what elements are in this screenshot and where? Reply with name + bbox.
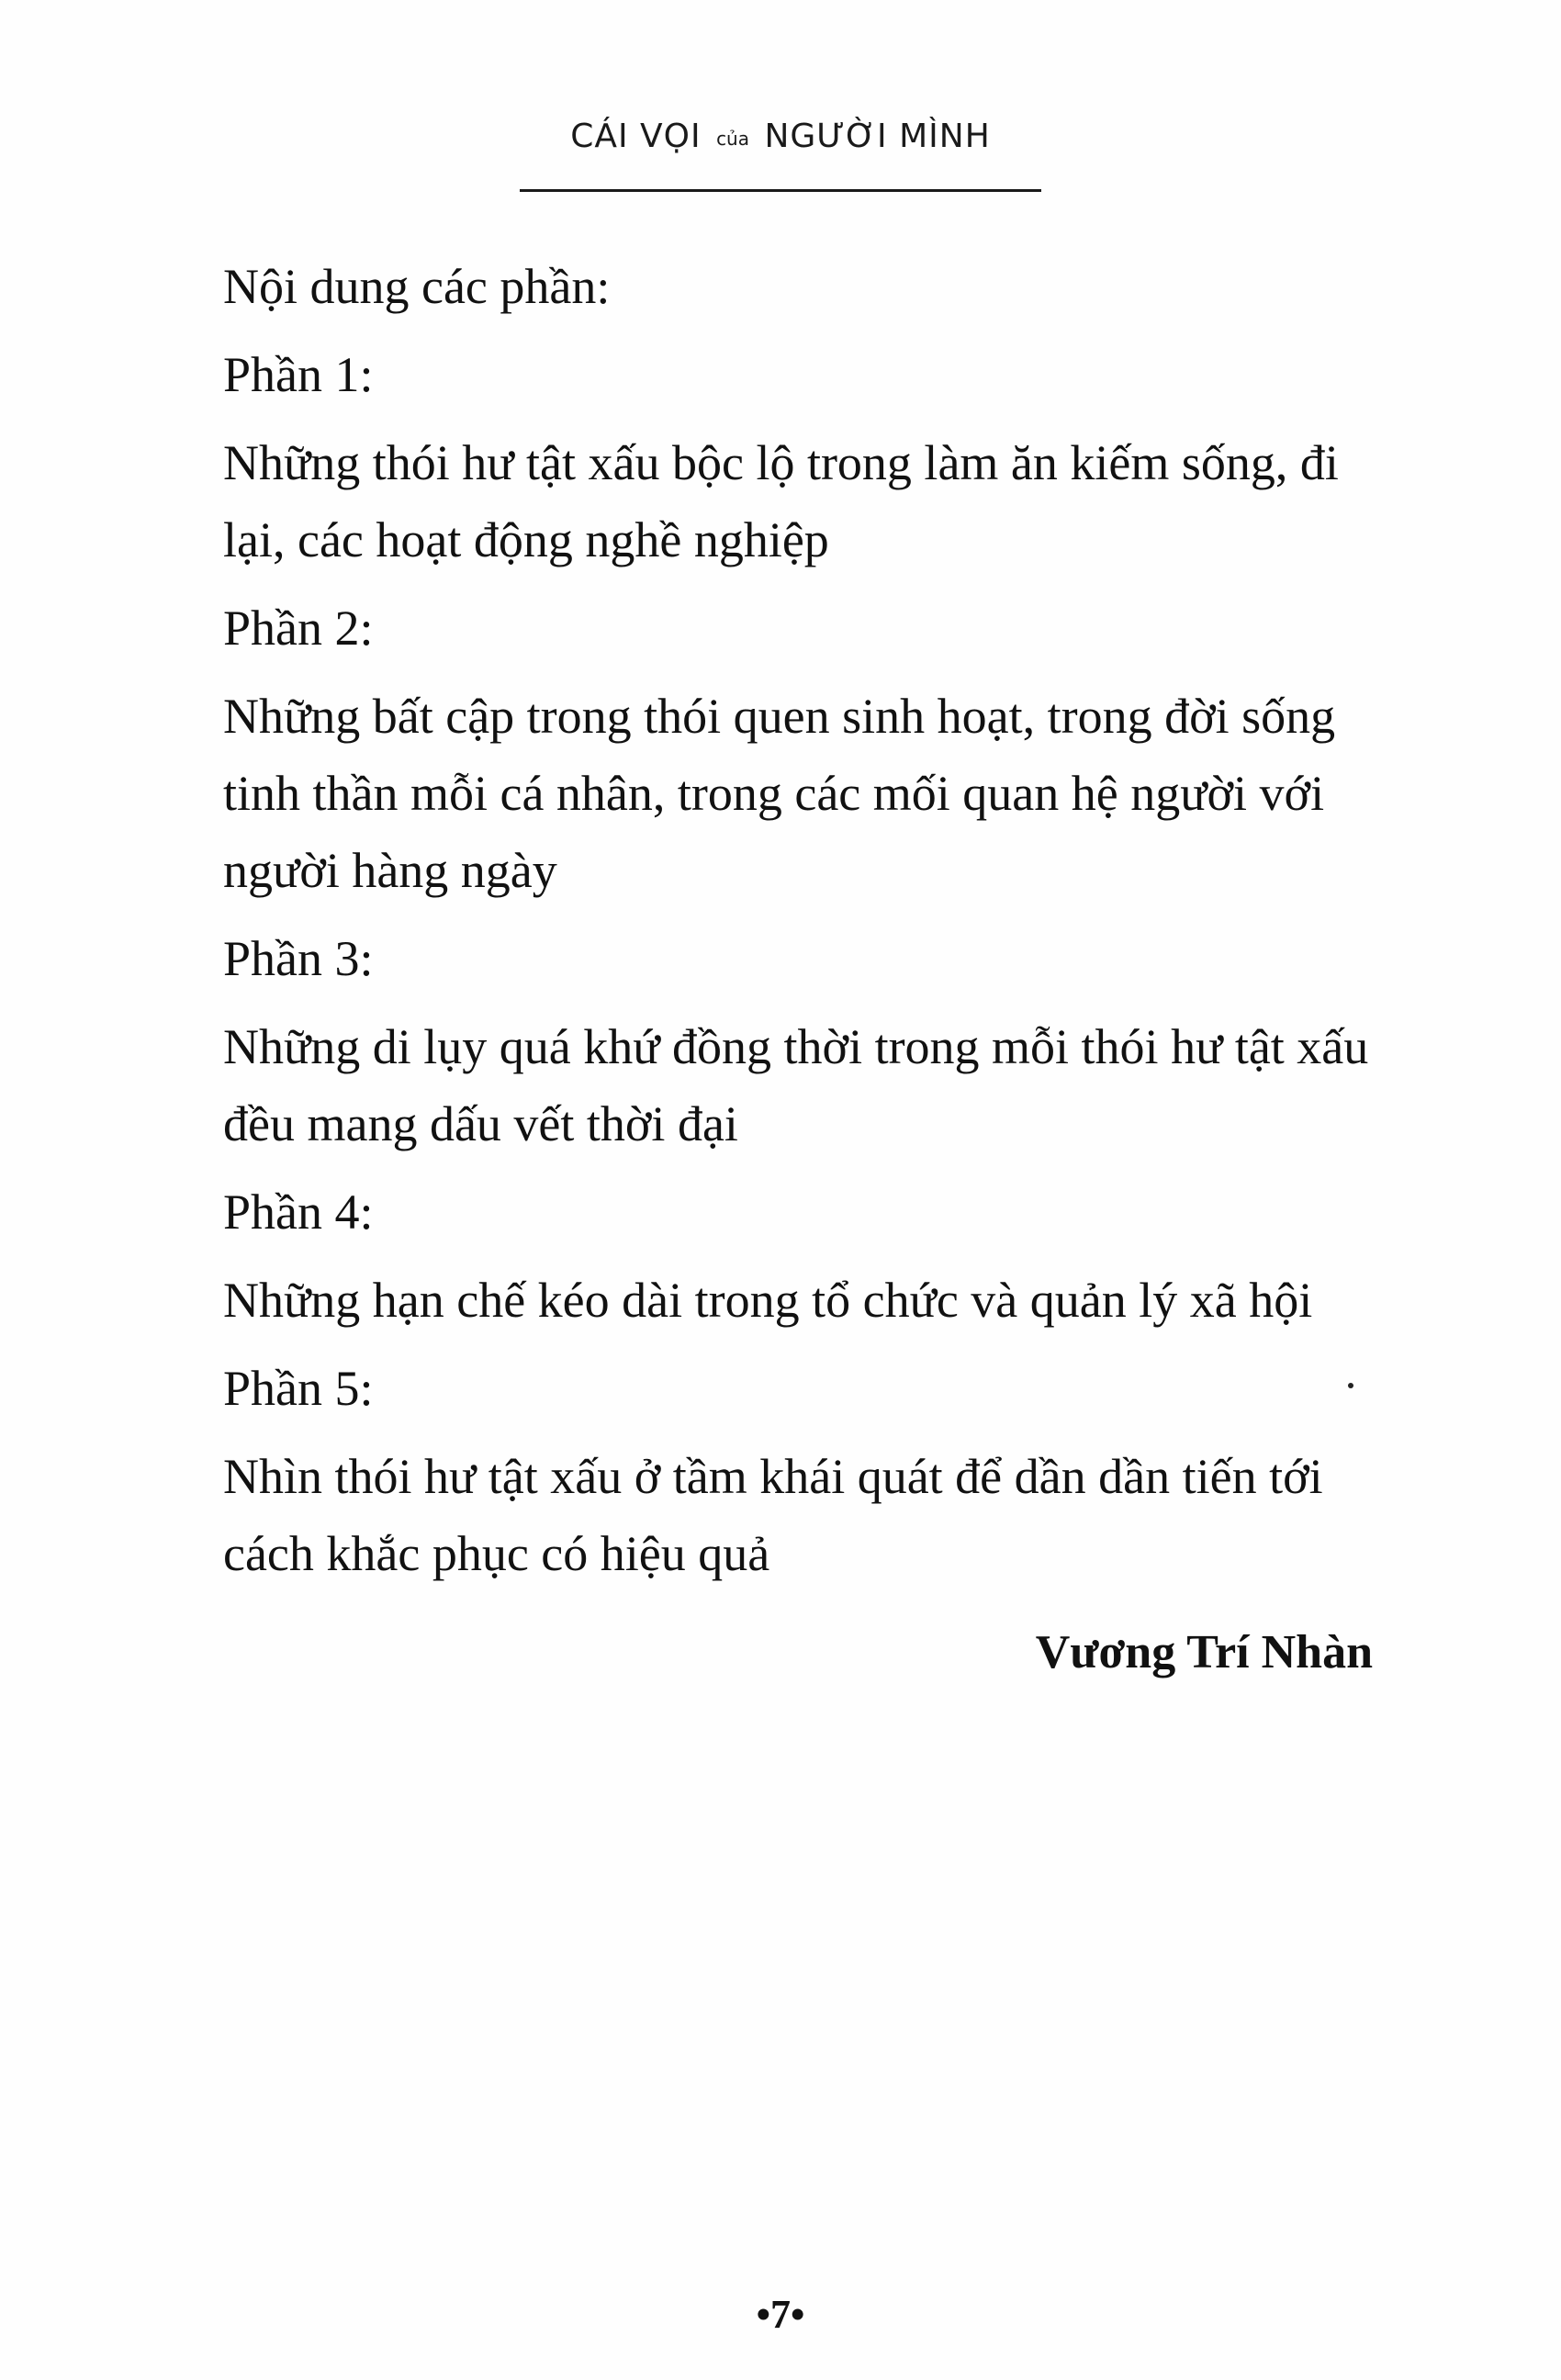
section-3-body: Những di lụy quá khứ đồng thời trong mỗi thói hư tật xấu đều mang dấu vết thời đại xyxy=(223,1019,1369,1151)
page-number: •7• xyxy=(756,2292,805,2337)
intro-heading: Nội dung các phần: xyxy=(223,259,611,314)
page-content xyxy=(223,248,1382,1603)
section-5-title: Phần 5: xyxy=(223,1361,374,1416)
section-4-body: Những hạn chế kéo dài trong tổ chức và quản lý xã hội xyxy=(223,1273,1313,1328)
author-signature: Vương Trí Nhàn xyxy=(1035,1626,1373,1678)
header-rule xyxy=(520,189,1041,192)
section-4-title: Phần 4: xyxy=(223,1184,374,1240)
header-title-part1: CÁI VỌI xyxy=(570,118,702,155)
header-title-part2: NGƯỜI MÌNH xyxy=(764,118,991,155)
section-5-body: Nhìn thói hư tật xấu ở tầm khái quát để dần dần tiến tới cách khắc phục có hiệu quả xyxy=(223,1449,1323,1581)
section-2-title: Phần 2: xyxy=(223,601,374,656)
section-1-title: Phần 1: xyxy=(223,347,374,402)
section-1-body: Những thói hư tật xấu bộc lộ trong làm ăn kiếm sống, đi lại, các hoạt động nghề nghiệp xyxy=(223,435,1339,567)
running-header xyxy=(514,118,1047,155)
header-title-small: của xyxy=(716,128,749,150)
section-3-title: Phần 3: xyxy=(223,931,374,986)
section-2-body: Những bất cập trong thói quen sinh hoạt, trong đời sống tinh thần mỗi cá nhân, trong các mối quan hệ người với người hàng ngày xyxy=(223,689,1336,898)
speck-dot xyxy=(1348,1383,1353,1388)
